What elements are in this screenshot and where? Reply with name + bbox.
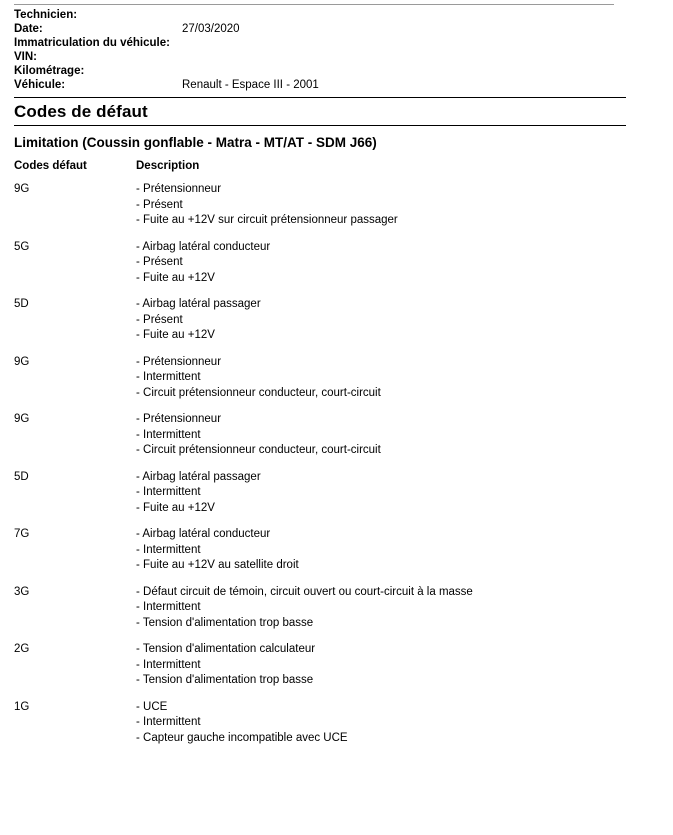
table-row <box>14 700 626 758</box>
fault-description-line: - Fuite au +12V sur circuit prétensionneur passager <box>136 214 398 226</box>
table-header-row <box>14 160 626 182</box>
top-divider <box>14 4 614 5</box>
info-label: VIN: <box>14 51 37 63</box>
fault-description-line: - Circuit prétensionneur conducteur, court-circuit <box>136 386 381 399</box>
fault-description-line: - Intermittent <box>136 601 201 613</box>
fault-description-line: - Intermittent <box>136 658 201 671</box>
fault-codes-table <box>14 160 626 757</box>
fault-description-line: - Tension d'alimentation calculateur <box>136 643 316 655</box>
table-row <box>14 585 626 643</box>
fault-description-cell <box>136 527 626 585</box>
fault-code-cell: 5D <box>14 470 29 483</box>
fault-code-cell: 5G <box>14 240 30 253</box>
fault-code-cell: 5D <box>14 298 29 310</box>
info-row <box>14 78 614 92</box>
fault-description-line: - Défaut circuit de témoin, circuit ouvert ou court-circuit à la masse <box>136 585 473 598</box>
fault-code-cell: 9G <box>14 355 30 368</box>
fault-description-line: - Airbag latéral passager <box>136 298 261 310</box>
fault-description-list <box>136 182 626 229</box>
fault-description-line: - Prétensionneur <box>136 355 222 368</box>
fault-description-line: - UCE <box>136 700 168 713</box>
info-row <box>14 64 614 78</box>
fault-code-cell: 9G <box>14 183 30 195</box>
info-row <box>14 8 614 22</box>
fault-code-cell: 9G <box>14 413 30 425</box>
fault-code-cell: 1G <box>14 700 30 713</box>
fault-description-list <box>136 355 626 402</box>
subsection-title: Limitation (Coussin gonflable - Matra - MT/AT - SDM J66) <box>14 135 377 150</box>
fault-description-line: - Fuite au +12V au satellite droit <box>136 559 299 571</box>
info-value: 27/03/2020 <box>182 23 240 35</box>
fault-description-line: - Fuite au +12V <box>136 329 215 341</box>
vehicle-info-table <box>14 8 614 92</box>
fault-description-line: - Fuite au +12V <box>136 501 215 514</box>
info-row <box>14 36 614 50</box>
fault-description-line: - Tension d'alimentation trop basse <box>136 674 314 686</box>
page-title: Codes de défaut <box>14 102 148 121</box>
fault-description-line: - Airbag latéral conducteur <box>136 528 271 540</box>
info-label: Date: <box>14 23 43 35</box>
fault-description-line: - Airbag latéral conducteur <box>136 240 271 253</box>
table-row <box>14 412 626 470</box>
document-page <box>0 4 673 757</box>
column-header-description: Description <box>136 160 200 172</box>
table-row <box>14 355 626 413</box>
table-row <box>14 240 626 298</box>
fault-description-cell <box>136 297 626 355</box>
table-row <box>14 642 626 700</box>
fault-description-list <box>136 297 626 344</box>
info-value: Renault - Espace III - 2001 <box>182 79 319 91</box>
fault-codes-head <box>14 160 626 182</box>
fault-description-list <box>136 240 626 287</box>
fault-description-list <box>136 642 626 689</box>
fault-description-line: - Capteur gauche incompatible avec UCE <box>136 731 348 744</box>
fault-description-list <box>136 700 626 747</box>
info-label: Kilométrage: <box>14 65 85 77</box>
fault-description-line: - Intermittent <box>136 486 201 498</box>
fault-description-list <box>136 585 626 632</box>
fault-description-line: - Intermittent <box>136 716 201 728</box>
fault-description-line: - Prétensionneur <box>136 413 222 425</box>
table-row <box>14 297 626 355</box>
fault-description-cell <box>136 585 626 643</box>
fault-code-cell: 3G <box>14 585 30 598</box>
fault-description-line: - Intermittent <box>136 371 201 383</box>
fault-description-line: - Prétensionneur <box>136 183 222 195</box>
table-row <box>14 527 626 585</box>
fault-description-line: - Présent <box>136 256 183 268</box>
info-value <box>174 50 614 64</box>
fault-description-cell <box>136 182 626 240</box>
fault-description-cell <box>136 240 626 298</box>
fault-description-list <box>136 470 626 517</box>
info-label: Véhicule: <box>14 79 66 91</box>
fault-description-list <box>136 527 626 574</box>
vehicle-info-body <box>14 8 614 92</box>
fault-description-cell <box>136 355 626 413</box>
fault-code-cell: 7G <box>14 528 30 540</box>
info-value <box>174 36 614 50</box>
fault-description-line: - Présent <box>136 313 183 326</box>
fault-description-cell <box>136 412 626 470</box>
fault-codes-body <box>14 182 626 757</box>
section-top-divider <box>14 97 626 98</box>
table-row <box>14 470 626 528</box>
fault-description-line: - Intermittent <box>136 428 201 441</box>
fault-description-line: - Fuite au +12V <box>136 271 215 284</box>
fault-description-cell <box>136 700 626 758</box>
fault-code-cell: 2G <box>14 643 30 655</box>
fault-description-line: - Intermittent <box>136 543 201 556</box>
info-label: Technicien: <box>14 9 78 21</box>
fault-description-list <box>136 412 626 459</box>
info-row <box>14 22 614 36</box>
info-value <box>174 8 614 22</box>
fault-description-line: - Tension d'alimentation trop basse <box>136 616 314 629</box>
info-row <box>14 50 614 64</box>
section-bottom-divider <box>14 125 626 126</box>
column-header-code: Codes défaut <box>14 160 87 172</box>
info-label: Immatriculation du véhicule: <box>14 37 170 49</box>
fault-description-line: - Circuit prétensionneur conducteur, court-circuit <box>136 444 381 456</box>
table-row <box>14 182 626 240</box>
fault-description-cell <box>136 470 626 528</box>
fault-description-line: - Présent <box>136 198 183 211</box>
fault-description-line: - Airbag latéral passager <box>136 470 261 483</box>
fault-description-cell <box>136 642 626 700</box>
info-value <box>174 64 614 78</box>
